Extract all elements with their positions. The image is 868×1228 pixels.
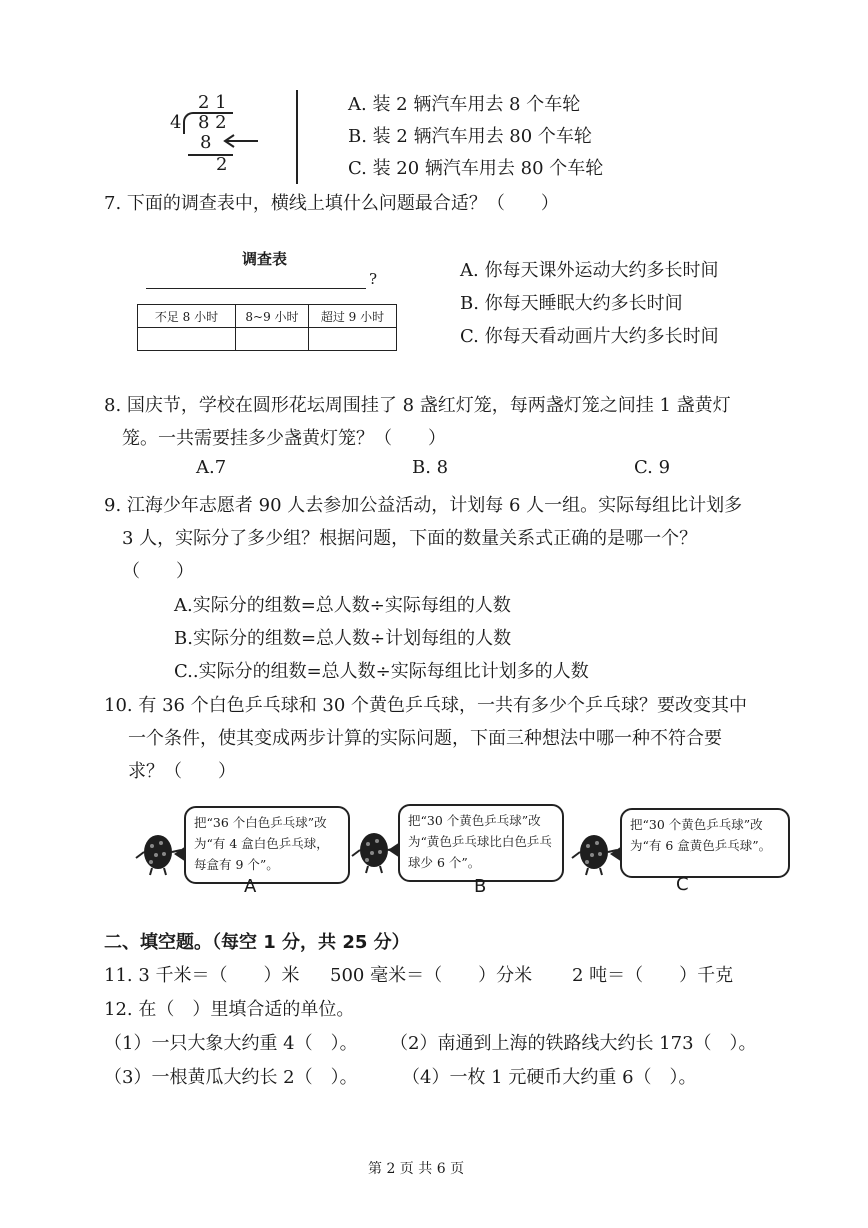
q8-line1: 8. 国庆节，学校在圆形花坛周围挂了 8 盏红灯笼，每两盏灯笼之间挂 1 盏黄灯 bbox=[104, 395, 731, 416]
q7-option-c: C. 你每天看动画片大约多长时间 bbox=[460, 326, 719, 347]
arrow-left-icon bbox=[222, 134, 260, 148]
q9-option-b: B.实际分的组数=总人数÷计划每组的人数 bbox=[174, 628, 512, 649]
q6-option-c: C. 装 20 辆汽车用去 80 个车轮 bbox=[348, 158, 604, 179]
q12-title: 12. 在（ ）里填合适的单位。 bbox=[104, 999, 355, 1020]
survey-header-3: 超过 9 小时 bbox=[309, 305, 397, 328]
page-footer: 第 2 页 共 6 页 bbox=[368, 1161, 465, 1177]
q12-part2: （2）南通到上海的铁路线大约长 173（ ）。 bbox=[390, 1033, 757, 1054]
q11-part3: 2 吨＝（ ）千克 bbox=[572, 965, 734, 986]
section-2-title: 二、填空题。（每空 1 分，共 25 分） bbox=[104, 932, 410, 953]
survey-cell-blank bbox=[309, 328, 397, 351]
division-divisor: 4 bbox=[170, 112, 182, 133]
q10-line3: 求？（ ） bbox=[128, 761, 236, 782]
survey-title: 调查表 bbox=[242, 250, 288, 268]
q9-option-a: A.实际分的组数=总人数÷实际每组的人数 bbox=[174, 595, 511, 616]
q9-line1: 9. 江海少年志愿者 90 人去参加公益活动，计划每 6 人一组。实际每组比计划多 bbox=[104, 495, 743, 516]
q7-text: 7. 下面的调查表中，横线上填什么问题最合适？（ ） bbox=[104, 193, 559, 214]
division-remainder: 2 bbox=[216, 154, 228, 175]
figure-label-c: C bbox=[676, 874, 689, 895]
survey-header-1: 不足 8 小时 bbox=[138, 305, 236, 328]
survey-question-blank bbox=[146, 288, 366, 289]
survey-header-2: 8~9 小时 bbox=[236, 305, 309, 328]
q7-option-b: B. 你每天睡眠大约多长时间 bbox=[460, 293, 683, 314]
q9-line2: 3 人，实际分了多少组？根据问题，下面的数量关系式正确的是哪一个？ bbox=[122, 528, 698, 549]
q10-line2: 一个条件，使其变成两步计算的实际问题，下面三种想法中哪一种不符合要 bbox=[128, 728, 722, 749]
q12-part1: （1）一只大象大约重 4（ ）。 bbox=[104, 1033, 358, 1054]
speech-bubble-b: 把“30 个黄色乒乓球”改为“黄色乒乓球比白色乒乓球少 6 个”。 bbox=[398, 804, 564, 882]
survey-table bbox=[137, 304, 397, 351]
figure-label-b: B bbox=[474, 876, 487, 897]
speech-bubble-c: 把“30 个黄色乒乓球”改为“有 6 盒黄色乒乓球”。 bbox=[620, 808, 790, 878]
division-quotient: 2 1 bbox=[198, 92, 227, 113]
figure-label-a: A bbox=[244, 876, 257, 897]
q6-option-b: B. 装 2 辆汽车用去 80 个车轮 bbox=[348, 126, 592, 147]
q11-part1: 11. 3 千米＝（ ）米 bbox=[104, 965, 300, 986]
q11-part2: 500 毫米＝（ ）分米 bbox=[330, 965, 533, 986]
q10-line1: 10. 有 36 个白色乒乓球和 30 个黄色乒乓球，一共有多少个乒乓球？要改变其中 bbox=[104, 695, 748, 716]
q9-option-c: C..实际分的组数=总人数÷实际每组比计划多的人数 bbox=[174, 661, 589, 682]
q7-option-a: A. 你每天课外运动大约多长时间 bbox=[460, 260, 719, 281]
q6-option-a: A. 装 2 辆汽车用去 8 个车轮 bbox=[348, 94, 581, 115]
division-dividend: 8 2 bbox=[198, 112, 227, 133]
survey-question-mark: ? bbox=[369, 270, 378, 288]
q12-part3: （3）一根黄瓜大约长 2（ ）。 bbox=[104, 1067, 358, 1088]
q6-divider bbox=[296, 90, 298, 184]
q8-option-b: B. 8 bbox=[412, 457, 449, 478]
q9-line3: （ ） bbox=[122, 561, 194, 582]
speech-bubble-a: 把“36 个白色乒乓球”改为“有 4 盒白色乒乓球，每盒有 9 个”。 bbox=[184, 806, 350, 884]
survey-cell-blank bbox=[236, 328, 309, 351]
q8-option-c: C. 9 bbox=[634, 457, 671, 478]
survey-cell-blank bbox=[138, 328, 236, 351]
division-subtrahend: 8 bbox=[200, 132, 212, 153]
q8-line2: 笼。一共需要挂多少盏黄灯笼？（ ） bbox=[122, 428, 446, 449]
q8-option-a: A.7 bbox=[196, 457, 227, 478]
q12-part4: （4）一枚 1 元硬币大约重 6（ ）。 bbox=[402, 1067, 697, 1088]
